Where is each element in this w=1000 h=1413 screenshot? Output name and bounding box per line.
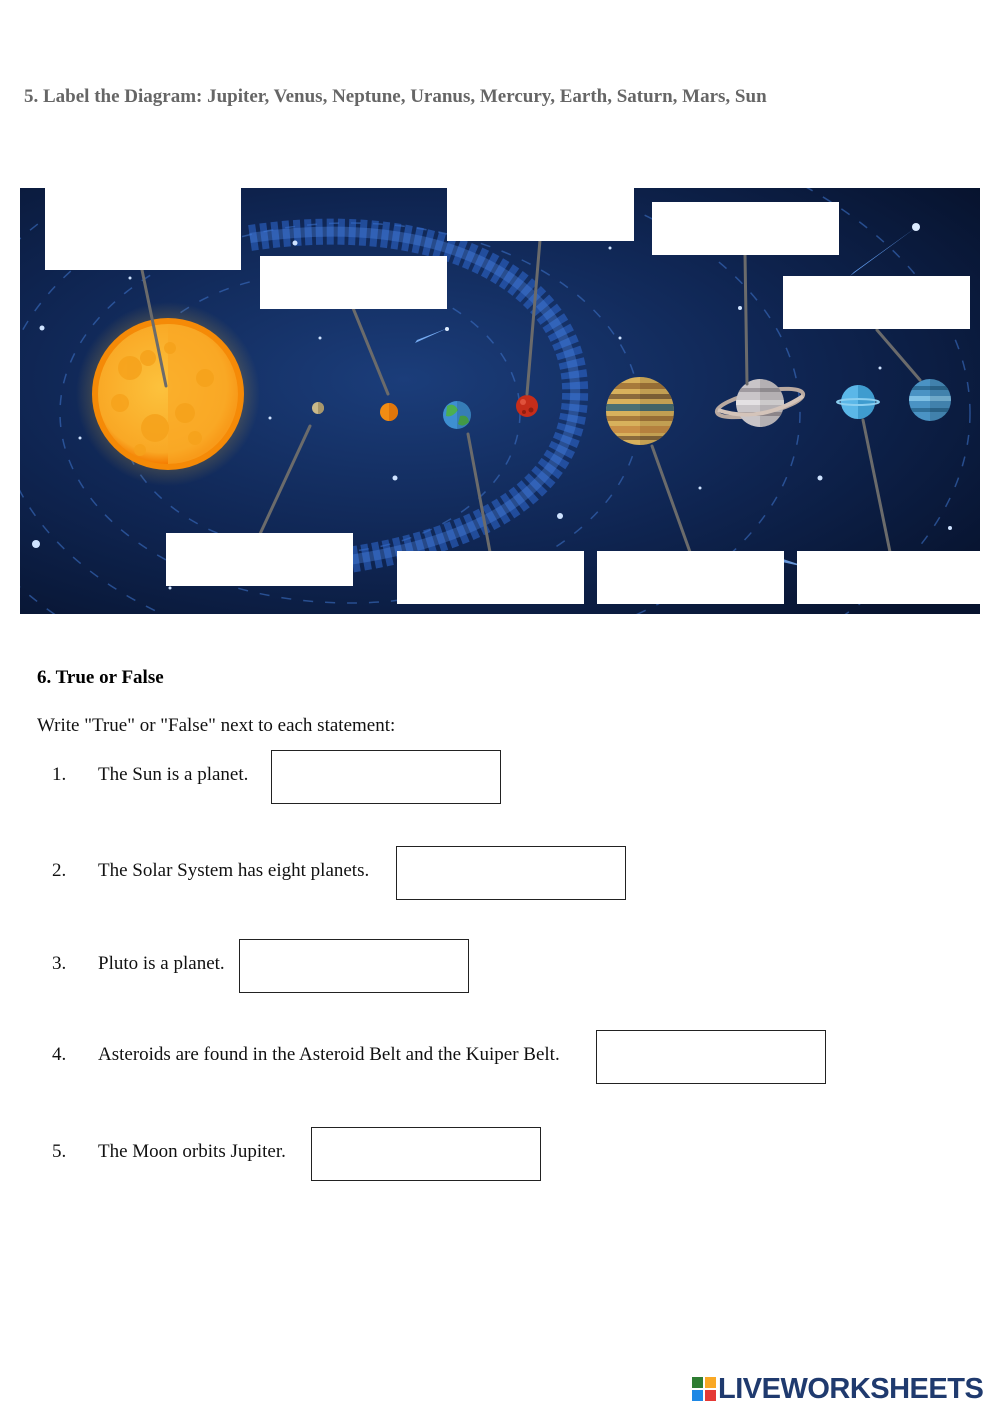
statement-text: The Solar System has eight planets. (98, 860, 370, 881)
jupiter-icon (606, 377, 674, 445)
section-5-title: 5. Label the Diagram: Jupiter, Venus, Neptune, Uranus, Mercury, Earth, Saturn, Mars, Sun (24, 86, 767, 107)
label-box-mars[interactable] (447, 188, 634, 241)
statement-text: Asteroids are found in the Asteroid Belt and the Kuiper Belt. (98, 1044, 560, 1065)
answer-box-2[interactable] (396, 846, 626, 900)
label-box-jupiter[interactable] (597, 551, 784, 604)
statement-number: 1. (52, 764, 67, 785)
neptune-icon (909, 379, 951, 421)
statement-number: 5. (52, 1141, 67, 1162)
answer-box-4[interactable] (596, 1030, 826, 1084)
statement-text: The Moon orbits Jupiter. (98, 1141, 286, 1162)
label-box-uranus[interactable] (797, 551, 980, 604)
answer-box-5[interactable] (311, 1127, 541, 1181)
label-box-neptune[interactable] (783, 276, 970, 329)
statement-number: 4. (52, 1044, 67, 1065)
label-box-saturn[interactable] (652, 202, 839, 255)
answer-box-3[interactable] (239, 939, 469, 993)
label-box-mercury[interactable] (166, 533, 353, 586)
liveworksheets-brand: LIVEWORKSHEETS (718, 1372, 984, 1405)
sun-icon (76, 302, 260, 486)
liveworksheets-logo (692, 1373, 983, 1405)
section-6-title: 6. True or False (37, 667, 164, 688)
mars-icon (516, 395, 538, 417)
statement-number: 3. (52, 953, 67, 974)
earth-icon (443, 401, 471, 429)
venus-icon (380, 403, 398, 421)
solar-system-diagram (20, 188, 980, 614)
statement-text: The Sun is a planet. (98, 764, 249, 785)
liveworksheets-logo-icon (692, 1377, 716, 1401)
section-6-instructions: Write "True" or "False" next to each statement: (37, 715, 396, 736)
statement-text: Pluto is a planet. (98, 953, 225, 974)
answer-box-1[interactable] (271, 750, 501, 804)
label-box-earth[interactable] (397, 551, 584, 604)
mercury-icon (312, 402, 324, 414)
label-box-venus[interactable] (260, 256, 447, 309)
statement-number: 2. (52, 860, 67, 881)
label-box-sun[interactable] (45, 188, 241, 270)
